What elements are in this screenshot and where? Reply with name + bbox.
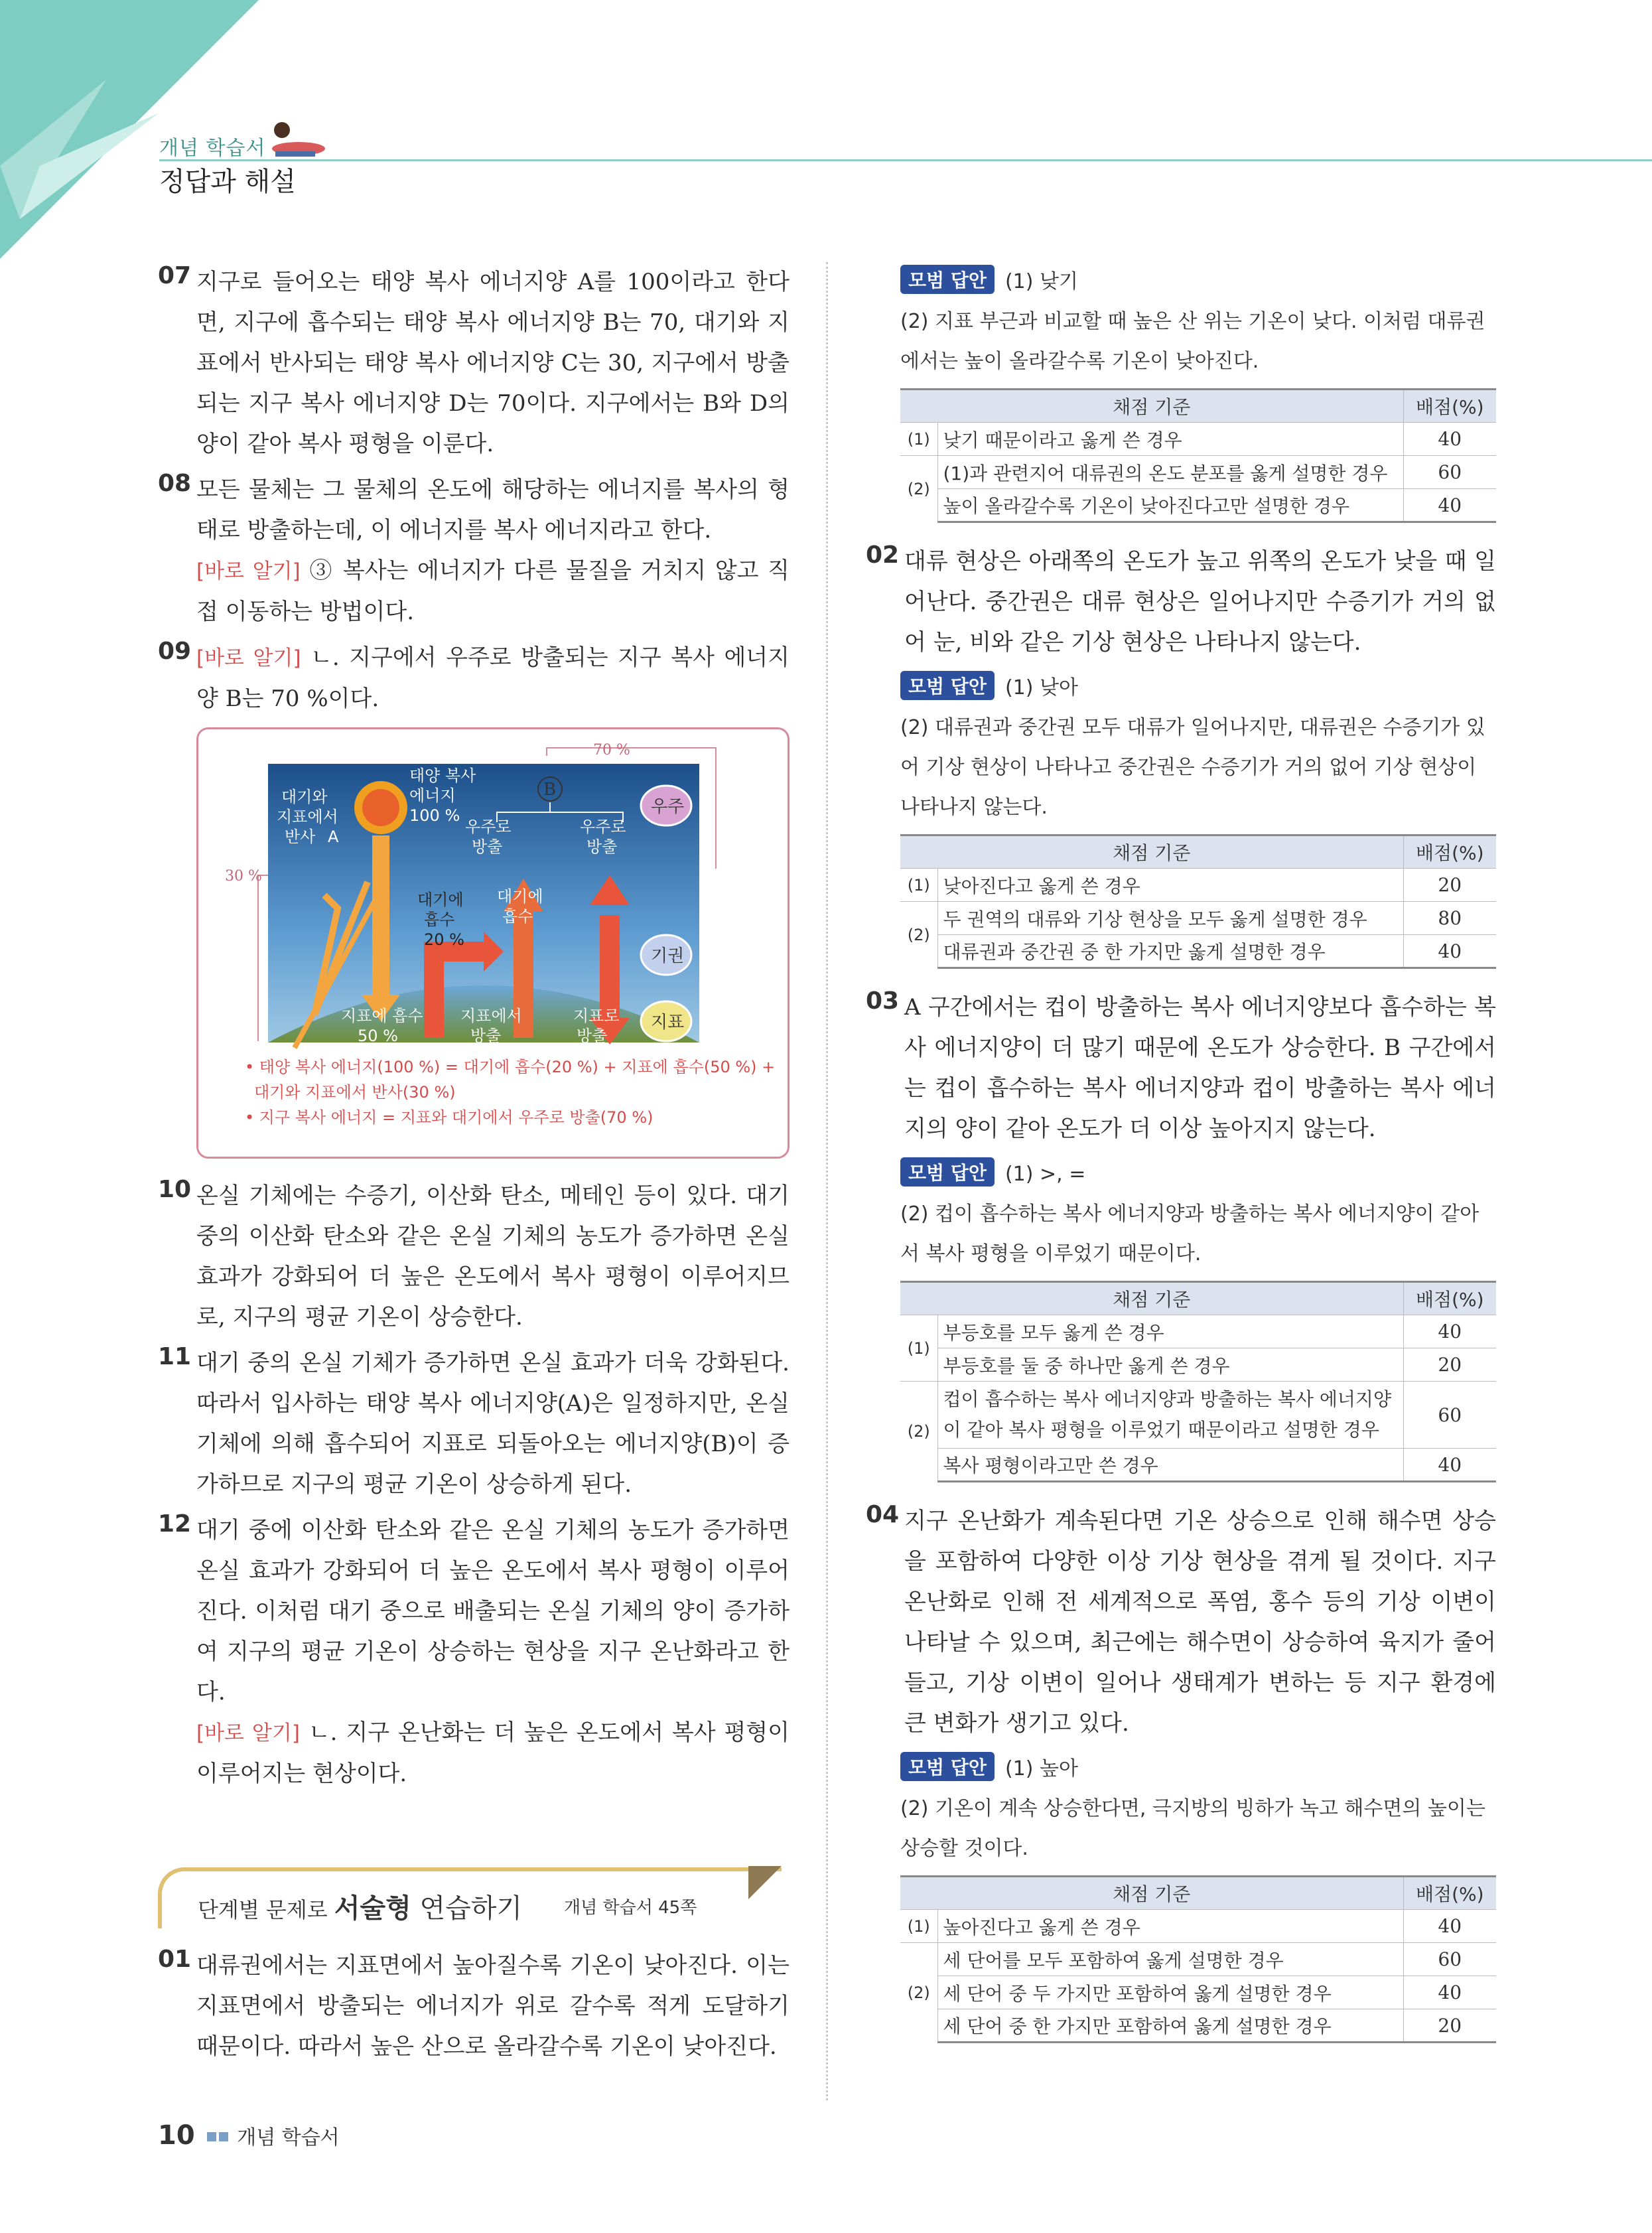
question-text: 지구 온난화가 계속된다면 기온 상승으로 인해 해수면 상승을 포함하여 다양한 이상 기상 현상을 겪게 될 것이다. 지구 온난화로 인해 전 세계적으로 폭염, 홍수 등의 기상 이변이 나타날 수 있으며, 최근에는 해수면이 상승하여 육지가 줄어들고, 기상 이변이 일어나 생태계가 변하는 등 지구 환경에 큰 변화가 생기고 있다. xyxy=(904,1508,1496,1737)
question-01 xyxy=(158,1946,790,2067)
section-banner xyxy=(158,1867,790,1928)
question-number: 08 xyxy=(158,470,192,497)
question-text: 대류권에서는 지표면에서 높아질수록 기온이 낮아진다. 이는 지표면에서 방출되는 에너지가 위로 갈수록 적게 도달하기 때문이다. 따라서 높은 산으로 올라갈수록 기온이 낮아진다. xyxy=(196,1952,790,2060)
question-number: 12 xyxy=(158,1510,192,1538)
svg-text:방출: 방출 xyxy=(586,837,618,856)
svg-text:우주: 우주 xyxy=(651,797,685,817)
scoring-table-02: 채점 기준 배점(%) (1) 낮아진다고 옳게 쓴 경우 20 (2) 두 권역의 대류와 기상 현상을 모두 옳게 설명한 경우 80 대류권과 중간권 중 한 가지만 옳게 설명한 경우 40 xyxy=(900,834,1496,969)
question-number: 02 xyxy=(866,541,900,569)
question-text: 대기 중의 온실 기체가 증가하면 온실 효과가 더욱 강화된다. 따라서 입사하는 태양 복사 에너지양(A)은 일정하지만, 온실 기체에 의해 흡수되어 지표로 되돌아오는 에너지양(B)이 증가하므로 지구의 평균 기온이 상승하게 된다. xyxy=(196,1350,790,1498)
question-number: 11 xyxy=(158,1343,192,1370)
label-B: B xyxy=(543,780,557,800)
model-answer-badge: 모범 답안 xyxy=(900,1157,995,1187)
column-divider xyxy=(826,262,828,2100)
svg-text:방출: 방출 xyxy=(472,837,503,856)
header-line xyxy=(159,159,1652,161)
question-number: 03 xyxy=(866,987,900,1015)
correction-label: [바로 알기] xyxy=(196,559,301,583)
svg-text:우주로: 우주로 xyxy=(465,818,512,836)
to-surface-arrow xyxy=(600,915,620,1018)
question-10 xyxy=(158,1176,790,1338)
banner-title: 단계별 문제로 서술형 연습하기 xyxy=(198,1893,523,1924)
question-09 xyxy=(158,638,790,719)
svg-text:방출: 방출 xyxy=(470,1027,502,1045)
svg-text:반사: 반사 xyxy=(285,828,316,846)
svg-text:방출: 방출 xyxy=(577,1027,608,1045)
model-answer-04: 모범 답안 (1) 높아 (2) 기온이 계속 상승한다면, 극지방의 빙하가 녹고 해수면의 높이는 상승할 것이다. xyxy=(866,1749,1496,1869)
model-answer-03: 모범 답안 (1) >, = (2) 컵이 흡수하는 복사 에너지양과 방출하는 복사 에너지양이 같아서 복사 평형을 이루었기 때문이다. xyxy=(866,1155,1496,1274)
svg-text:100 %: 100 % xyxy=(409,806,460,825)
question-08 xyxy=(158,470,790,632)
question-text: 대기 중에 이산화 탄소와 같은 온실 기체의 농도가 증가하면 온실 효과가 강화되어 더 높은 온도에서 복사 평형이 이루어진다. 이처럼 대기 중으로 배출되는 온실 기체의 양이 증가하여 지구의 평균 기온이 상승하는 현상을 지구 온난화라고 한다. xyxy=(196,1517,790,1705)
model-answer-badge: 모범 답안 xyxy=(900,671,995,700)
svg-text:지표에서: 지표에서 xyxy=(460,1007,522,1025)
svg-text:우주로: 우주로 xyxy=(580,818,626,836)
correction-label: [바로 알기] xyxy=(196,1721,300,1745)
correction-text: ③ 복사는 에너지가 다른 물질을 거치지 않고 직접 이동하는 방법이다. xyxy=(196,557,790,625)
correction-label: [바로 알기] xyxy=(196,646,301,670)
question-number: 09 xyxy=(158,638,192,665)
surface-absorb-label: 지표에 흡수 xyxy=(341,1007,423,1025)
question-11 xyxy=(158,1343,790,1505)
question-number: 07 xyxy=(158,262,192,289)
right-column xyxy=(866,262,1496,2062)
correction-text: ㄴ. 지구 온난화는 더 높은 온도에서 복사 평형이 이루어지는 현상이다. xyxy=(196,1719,790,1787)
question-number: 04 xyxy=(866,1501,900,1528)
svg-text:대기에: 대기에 xyxy=(497,887,543,906)
svg-text:지표에서: 지표에서 xyxy=(277,808,338,826)
radiation-balance-figure xyxy=(196,727,790,1159)
model-answer-01: 모범 답안 (1) 낮기 (2) 지표 부근과 비교할 때 높은 산 위는 기온이 낮다. 이처럼 대류권에서는 높이 올라갈수록 기온이 낮아진다. xyxy=(866,262,1496,382)
header-title: 정답과 해설 xyxy=(159,167,296,197)
question-07 xyxy=(158,262,790,465)
reflect-label: 대기와 xyxy=(281,788,328,806)
svg-text:흡수: 흡수 xyxy=(424,910,455,929)
scoring-table-01: 채점 기준 배점(%) (1) 낮기 때문이라고 옳게 쓴 경우 40 (2) (1)과 관련지어 대류권의 온도 분포를 옳게 설명한 경우 60 높이 올라갈수록 기온이 낮아진다고만 설명한 경우 40 xyxy=(900,388,1496,523)
question-text: A 구간에서는 컵이 방출하는 복사 에너지양보다 흡수하는 복사 에너지양이 더 많기 때문에 온도가 상승한다. B 구간에서는 컵이 흡수하는 복사 에너지양과 컵이 방출하는 복사 에너지의 양이 같아 온도가 더 이상 높아지지 않는다. xyxy=(904,994,1496,1142)
label-30: 30 % xyxy=(225,868,262,885)
svg-text:지표: 지표 xyxy=(651,1013,685,1033)
header-subtitle: 개념 학습서 xyxy=(159,137,266,160)
question-02 xyxy=(866,541,1496,663)
figure-caption: • 태양 복사 에너지(100 %) = 대기에 흡수(20 %) + 지표에 흡수(50 %) + 대기와 지표에서 반사(30 %) • 지구 복사 에너지 = 지표와 대기에서 우주로 방출(70 %) xyxy=(245,1058,776,1127)
question-text: 모든 물체는 그 물체의 온도에 해당하는 에너지를 복사의 형태로 방출하는데, 이 에너지를 복사 에너지라고 한다. xyxy=(196,476,790,543)
model-answer-badge: 모범 답안 xyxy=(900,265,995,294)
solar-label: 태양 복사 xyxy=(409,766,476,785)
banner-page-ref: 개념 학습서 45쪽 xyxy=(564,1898,697,1918)
question-text: 지구로 들어오는 태양 복사 에너지양 A를 100이라고 한다면, 지구에 흡수되는 태양 복사 에너지양 B는 70, 대기와 지표에서 반사되는 태양 복사 에너지양 C는 30, 지구에서 방출되는 지구 복사 에너지양 D는 70이다. 지구에서는 B와 D의 양이 같아 복사 평형을 이룬다. xyxy=(196,269,790,457)
model-answer-badge: 모범 답안 xyxy=(900,1752,995,1781)
question-12 xyxy=(158,1510,790,1794)
svg-text:기권: 기권 xyxy=(651,946,685,966)
page-footer xyxy=(158,2120,340,2151)
svg-text:에너지: 에너지 xyxy=(409,786,456,805)
svg-text:A: A xyxy=(328,828,339,846)
left-column xyxy=(158,262,790,2072)
svg-text:20 %: 20 % xyxy=(424,930,464,949)
footer-label: 개념 학습서 xyxy=(237,2126,340,2149)
page-number: 10 xyxy=(158,2120,195,2151)
svg-text:50 %: 50 % xyxy=(358,1027,398,1045)
question-04 xyxy=(866,1501,1496,1744)
question-number: 01 xyxy=(158,1946,192,1973)
question-number: 10 xyxy=(158,1176,192,1203)
svg-text:흡수: 흡수 xyxy=(502,907,533,926)
character-illustration xyxy=(262,117,328,159)
svg-text:지표로: 지표로 xyxy=(573,1007,620,1025)
question-text: ㄴ. 지구에서 우주로 방출되는 지구 복사 에너지양 B는 70 %이다. xyxy=(196,644,790,712)
scoring-table-03: 채점 기준 배점(%) (1) 부등호를 모두 옳게 쓴 경우 40 부등호를 둘 중 하나만 옳게 쓴 경우 20 (2) 컵이 흡수하는 복사 에너지양과 방출하는 복사 에너지양이 같아 복사 평형을 이루었기 때문이라고 설명한 경우 60 복사 평형이라고만 쓴 경우 40 xyxy=(900,1281,1496,1482)
label-70: 70 % xyxy=(593,742,630,758)
question-text: 온실 기체에는 수증기, 이산화 탄소, 메테인 등이 있다. 대기 중의 이산화 탄소와 같은 온실 기체의 농도가 증가하면 온실 효과가 강화되어 더 높은 온도에서 복사 평형이 이루어지므로, 지구의 평균 기온이 상승한다. xyxy=(196,1183,790,1331)
atmosphere-absorb-label: 대기에 xyxy=(417,891,464,909)
question-03 xyxy=(866,987,1496,1149)
model-answer-02: 모범 답안 (1) 낮아 (2) 대류권과 중간권 모두 대류가 일어나지만, 대류권은 수증기가 있어 기상 현상이 나타나고 중간권은 수증기가 거의 없어 기상 현상이 나타나지 않는다. xyxy=(866,668,1496,828)
question-text: 대류 현상은 아래쪽의 온도가 높고 위쪽의 온도가 낮을 때 일어난다. 중간권은 대류 현상은 일어나지만 수증기가 거의 없어 눈, 비와 같은 기상 현상은 나타나지 않는다. xyxy=(904,548,1496,656)
scoring-table-04: 채점 기준 배점(%) (1) 높아진다고 옳게 쓴 경우 40 (2) 세 단어를 모두 포함하여 옳게 설명한 경우 60 세 단어 중 두 가지만 포함하여 옳게 설명한 경우 40 세 단어 중 한 가지만 포함하여 옳게 설명한 경우 20 xyxy=(900,1875,1496,2043)
